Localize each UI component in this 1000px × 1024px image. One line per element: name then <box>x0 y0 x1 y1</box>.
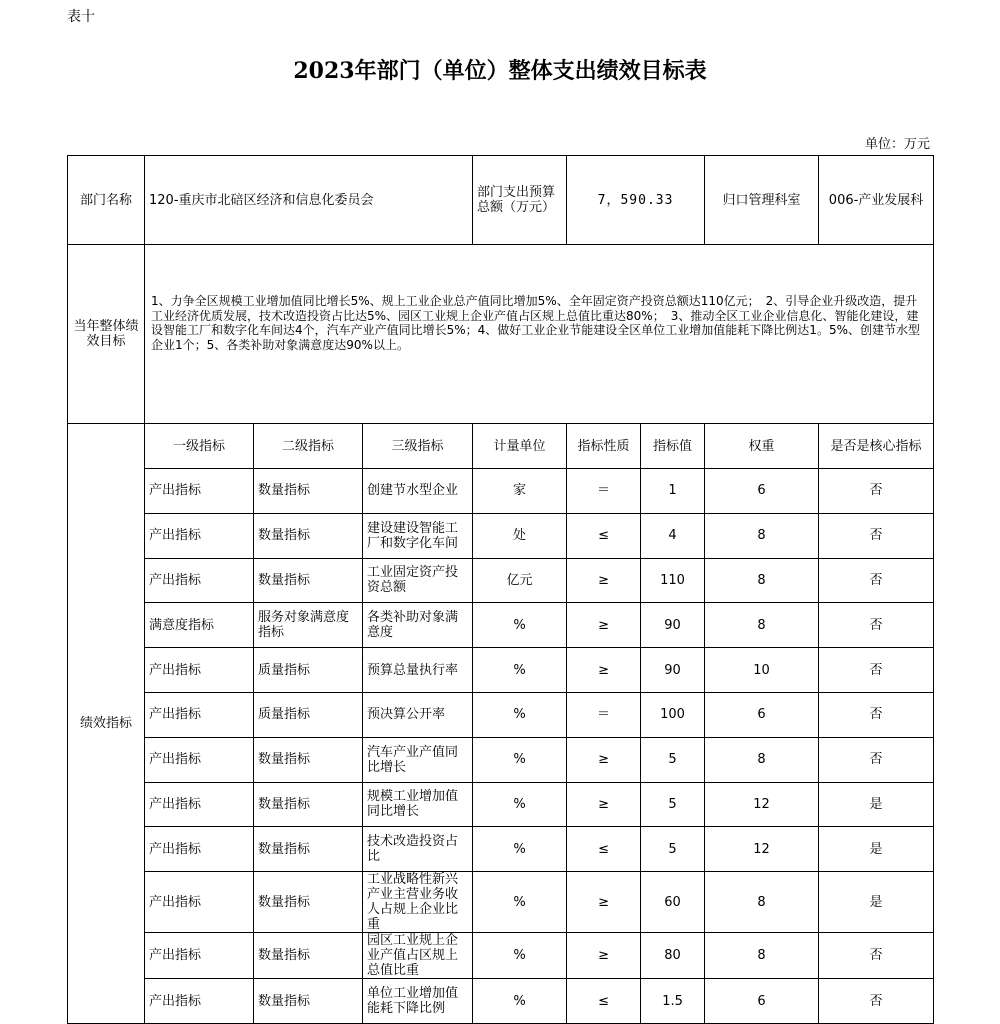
table-row <box>68 469 934 514</box>
cell-level2: 质量指标 <box>254 648 363 693</box>
cell-unit: % <box>473 782 567 827</box>
cell-weight: 8 <box>705 558 819 603</box>
cell-nature: ＝ <box>567 692 641 737</box>
cell-weight: 12 <box>705 827 819 872</box>
header-value: 指标值 <box>641 424 705 469</box>
cell-nature: ≥ <box>567 603 641 648</box>
performance-indicators-label: 绩效指标 <box>68 424 145 1024</box>
cell-core: 否 <box>819 737 934 782</box>
cell-core: 是 <box>819 827 934 872</box>
cell-value: 5 <box>641 827 705 872</box>
cell-core: 是 <box>819 872 934 933</box>
cell-weight: 8 <box>705 872 819 933</box>
cell-level2: 数量指标 <box>254 469 363 514</box>
dept-name-value: 120-重庆市北碚区经济和信息化委员会 <box>145 156 473 245</box>
cell-weight: 8 <box>705 603 819 648</box>
cell-level1: 产出指标 <box>145 872 254 933</box>
cell-unit: % <box>473 933 567 979</box>
cell-unit: % <box>473 872 567 933</box>
cell-level2: 服务对象满意度指标 <box>254 603 363 648</box>
cell-level1: 产出指标 <box>145 737 254 782</box>
cell-value: 110 <box>641 558 705 603</box>
header-core: 是否是核心指标 <box>819 424 934 469</box>
cell-core: 否 <box>819 979 934 1024</box>
cell-nature: ＝ <box>567 469 641 514</box>
table-row <box>68 827 934 872</box>
cell-value: 60 <box>641 872 705 933</box>
header-level1: 一级指标 <box>145 424 254 469</box>
cell-unit: 家 <box>473 469 567 514</box>
header-weight: 权重 <box>705 424 819 469</box>
cell-nature: ≥ <box>567 648 641 693</box>
indicator-header-row <box>68 424 934 469</box>
cell-weight: 8 <box>705 933 819 979</box>
page-title: 2023年部门（单位）整体支出绩效目标表 <box>293 58 707 84</box>
cell-unit: % <box>473 648 567 693</box>
budget-label: 部门支出预算总额（万元） <box>473 156 567 245</box>
table-row <box>68 782 934 827</box>
performance-indicators <box>68 424 934 1024</box>
cell-level3: 预决算公开率 <box>363 692 473 737</box>
header-unit: 计量单位 <box>473 424 567 469</box>
table-row <box>68 648 934 693</box>
cell-level3: 规模工业增加值同比增长 <box>363 782 473 827</box>
table-row <box>68 558 934 603</box>
cell-weight: 6 <box>705 692 819 737</box>
cell-nature: ≤ <box>567 827 641 872</box>
cell-unit: % <box>473 603 567 648</box>
cell-value: 80 <box>641 933 705 979</box>
table-row <box>68 692 934 737</box>
cell-level1: 产出指标 <box>145 469 254 514</box>
cell-level3: 工业固定资产投资总额 <box>363 558 473 603</box>
cell-level2: 数量指标 <box>254 827 363 872</box>
header-level3: 三级指标 <box>363 424 473 469</box>
cell-core: 否 <box>819 648 934 693</box>
cell-unit: % <box>473 979 567 1024</box>
cell-level3: 工业战略性新兴产业主营业务收人占规上企业比重 <box>363 872 473 933</box>
cell-weight: 8 <box>705 513 819 558</box>
office-value: 006-产业发展科 <box>819 156 934 245</box>
cell-nature: ≥ <box>567 737 641 782</box>
cell-value: 90 <box>641 603 705 648</box>
cell-level2: 数量指标 <box>254 782 363 827</box>
cell-core: 否 <box>819 692 934 737</box>
cell-value: 5 <box>641 737 705 782</box>
cell-weight: 10 <box>705 648 819 693</box>
cell-weight: 8 <box>705 737 819 782</box>
cell-level1: 产出指标 <box>145 827 254 872</box>
cell-value: 100 <box>641 692 705 737</box>
cell-value: 4 <box>641 513 705 558</box>
cell-nature: ≥ <box>567 933 641 979</box>
cell-core: 否 <box>819 558 934 603</box>
cell-core: 是 <box>819 782 934 827</box>
cell-value: 1 <box>641 469 705 514</box>
cell-value: 5 <box>641 782 705 827</box>
table-row <box>68 872 934 933</box>
cell-level3: 园区工业规上企业产值占区规上总值比重 <box>363 933 473 979</box>
cell-unit: % <box>473 692 567 737</box>
dept-name-label: 部门名称 <box>68 156 145 245</box>
cell-weight: 12 <box>705 782 819 827</box>
performance-target-table <box>67 155 934 1024</box>
cell-level3: 各类补助对象满意度 <box>363 603 473 648</box>
annual-goal-label: 当年整体绩效目标 <box>68 245 145 424</box>
cell-value: 1.5 <box>641 979 705 1024</box>
header-level2: 二级指标 <box>254 424 363 469</box>
cell-nature: ≥ <box>567 872 641 933</box>
table-row <box>68 737 934 782</box>
unit-label: 单位：万元 <box>864 137 930 152</box>
cell-value: 90 <box>641 648 705 693</box>
cell-level2: 数量指标 <box>254 933 363 979</box>
table-row <box>68 513 934 558</box>
header-nature: 指标性质 <box>567 424 641 469</box>
table-row <box>68 979 934 1024</box>
cell-core: 否 <box>819 603 934 648</box>
table-number-label: 表十 <box>67 9 95 25</box>
cell-unit: % <box>473 827 567 872</box>
cell-core: 否 <box>819 513 934 558</box>
cell-nature: ≥ <box>567 558 641 603</box>
cell-level1: 产出指标 <box>145 782 254 827</box>
table-row <box>68 933 934 979</box>
cell-unit: 处 <box>473 513 567 558</box>
cell-weight: 6 <box>705 979 819 1024</box>
cell-level3: 建设建设智能工厂和数字化车间 <box>363 513 473 558</box>
cell-level2: 数量指标 <box>254 513 363 558</box>
cell-level2: 数量指标 <box>254 558 363 603</box>
cell-level3: 单位工业增加值能耗下降比例 <box>363 979 473 1024</box>
cell-level2: 数量指标 <box>254 979 363 1024</box>
cell-level1: 产出指标 <box>145 933 254 979</box>
cell-nature: ≤ <box>567 513 641 558</box>
cell-level1: 产出指标 <box>145 692 254 737</box>
cell-level3: 预算总量执行率 <box>363 648 473 693</box>
cell-core: 否 <box>819 469 934 514</box>
cell-level1: 产出指标 <box>145 648 254 693</box>
cell-nature: ≥ <box>567 782 641 827</box>
cell-nature: ≤ <box>567 979 641 1024</box>
cell-level1: 产出指标 <box>145 979 254 1024</box>
cell-level3: 汽车产业产值同比增长 <box>363 737 473 782</box>
cell-level2: 质量指标 <box>254 692 363 737</box>
cell-unit: 亿元 <box>473 558 567 603</box>
cell-level2: 数量指标 <box>254 872 363 933</box>
cell-core: 否 <box>819 933 934 979</box>
cell-level1: 产出指标 <box>145 558 254 603</box>
cell-level1: 产出指标 <box>145 513 254 558</box>
budget-value: 7，590.33 <box>567 156 705 245</box>
cell-level3: 创建节水型企业 <box>363 469 473 514</box>
table-row <box>68 603 934 648</box>
cell-weight: 6 <box>705 469 819 514</box>
cell-level2: 数量指标 <box>254 737 363 782</box>
office-label: 归口管理科室 <box>705 156 819 245</box>
cell-level1: 满意度指标 <box>145 603 254 648</box>
cell-level3: 技术改造投资占比 <box>363 827 473 872</box>
cell-unit: % <box>473 737 567 782</box>
annual-goal-text: 1、力争全区规模工业增加值同比增长5%、规上工业企业总产值同比增加5%、全年固定资产投资总额达110亿元； 2、引导企业升级改造，提升工业经济优质发展，技术改造投资占比达5%、园区工业规上企业产值占区规上总值比重达80%； 3、推动全区工业企业信息化、智能化建设，建设智能工厂和数字化车间达4个，汽车产业产值同比增长5%；4、做好工业企业节能建设全区单位工业增加值能耗下降比例达1。5%、创建节水型企业1个；5、各类补助对象满意度达90%以上。 <box>145 245 934 424</box>
